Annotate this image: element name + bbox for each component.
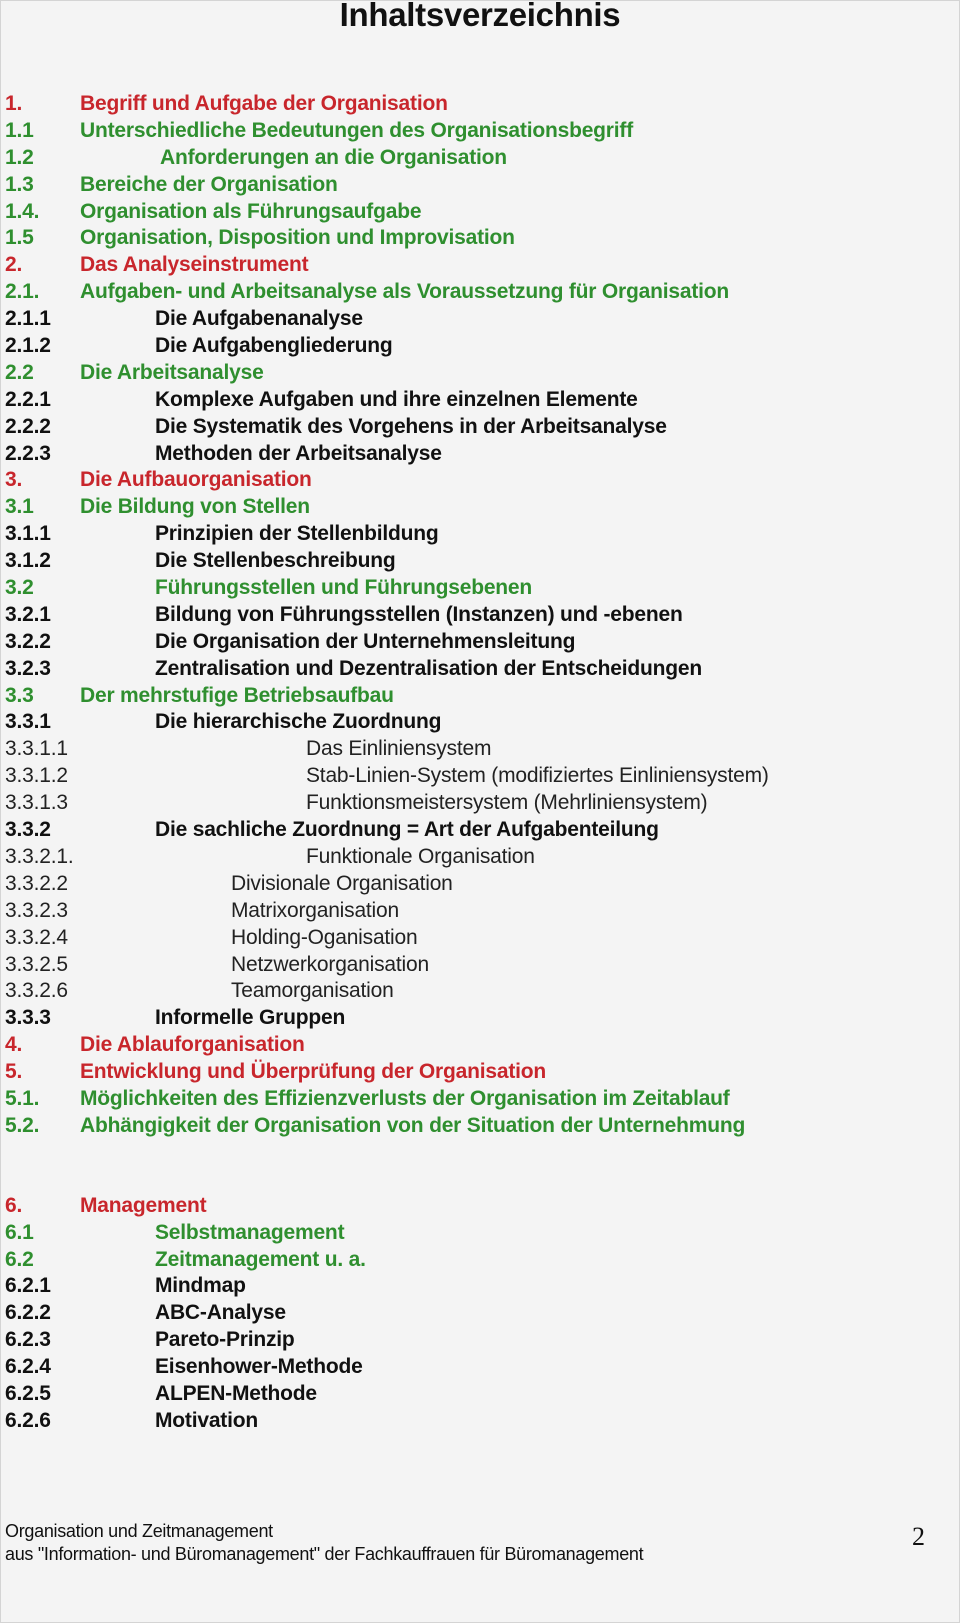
toc-entry-title: Matrixorganisation <box>231 898 399 922</box>
toc-entry-number: 2.2.3 <box>5 441 51 465</box>
footer-source: aus "Information- und Büromanagement" der Fachkauffrauen für Büromanagement <box>5 1544 644 1564</box>
toc-entry-number: 3.1.2 <box>5 549 51 573</box>
toc-entry <box>0 1086 960 1113</box>
toc-entry-title: Die Ablauforganisation <box>80 1033 305 1057</box>
toc-entry-number: 2.2.2 <box>5 414 51 438</box>
toc-entry-number: 3.1 <box>5 495 34 519</box>
toc-entry-title: Anforderungen an die Organisation <box>160 145 507 169</box>
toc-entry-title: Die sachliche Zuordnung = Art der Aufgabenteilung <box>155 818 659 842</box>
toc-entry-number: 1.1 <box>5 118 34 142</box>
toc-entry-title: Funktionale Organisation <box>306 844 535 868</box>
toc-entry-title: Netzwerkorganisation <box>231 952 429 976</box>
toc-entry-number: 3.3.2.1. <box>5 844 74 868</box>
toc-entry-title: Entwicklung und Überprüfung der Organisation <box>80 1060 547 1084</box>
toc-entry <box>0 225 960 252</box>
toc-entry-number: 3.3.1 <box>5 710 51 734</box>
toc-entry <box>0 1032 960 1059</box>
toc-entry <box>0 709 960 736</box>
toc-entry <box>0 575 960 602</box>
toc-entry <box>0 467 960 494</box>
toc-entry-number: 3.3.1.3 <box>5 791 68 815</box>
toc-entry-title: Aufgaben- und Arbeitsanalyse als Voraussetzung für Organisation <box>80 280 730 304</box>
toc-entry-number: 1.5 <box>5 226 34 250</box>
toc-entry-title: Organisation als Führungsaufgabe <box>80 199 422 223</box>
page-number: 2 <box>912 1522 925 1551</box>
toc-entry <box>0 441 960 468</box>
toc-entry-title: Die hierarchische Zuordnung <box>155 710 442 734</box>
toc-entry-number: 2.1. <box>5 280 40 304</box>
footer-title: Organisation und Zeitmanagement <box>5 1521 273 1541</box>
toc-entry <box>0 118 960 145</box>
toc-entry <box>0 1381 960 1408</box>
toc-entry <box>0 91 960 118</box>
toc-entry-title: Zentralisation und Dezentralisation der Entscheidungen <box>155 656 702 680</box>
toc-entry-title: Selbstmanagement <box>155 1220 345 1244</box>
toc-entry <box>0 1354 960 1381</box>
toc-entry-number: 2.1.2 <box>5 334 51 358</box>
toc-entry-title: Funktionsmeistersystem (Mehrliniensystem) <box>306 791 708 815</box>
toc-entry-title: Die Arbeitsanalyse <box>80 360 264 384</box>
toc-entry-number: 2. <box>5 253 23 277</box>
toc-entry-number: 1.3 <box>5 172 34 196</box>
toc-entry <box>0 1005 960 1032</box>
toc-entry-title: ALPEN-Methode <box>155 1381 317 1405</box>
toc-entry <box>0 844 960 871</box>
toc-entry <box>0 1273 960 1300</box>
toc-entry-number: 6.2.4 <box>5 1355 51 1379</box>
toc-entry <box>0 521 960 548</box>
toc-entry <box>0 333 960 360</box>
toc-entry-number: 3.3.2.6 <box>5 979 68 1003</box>
toc-entry-title: Die Stellenbeschreibung <box>155 549 396 573</box>
toc-entry-number: 6.2.5 <box>5 1381 51 1405</box>
toc-entry-title: Eisenhower-Methode <box>155 1355 363 1379</box>
toc-entry-title: Divisionale Organisation <box>231 871 453 895</box>
toc-entry-number: 4. <box>5 1033 23 1057</box>
toc-entry-title: Die Aufgabenanalyse <box>155 307 363 331</box>
toc-entry <box>0 1247 960 1274</box>
toc-entry-title: Bereiche der Organisation <box>80 172 338 196</box>
toc-entry-title: Die Organisation der Unternehmensleitung <box>155 629 576 653</box>
toc-entry-number: 3.2.3 <box>5 656 51 680</box>
toc-entry-title: Management <box>80 1193 207 1217</box>
toc-entry-number: 3.3.2.5 <box>5 952 68 976</box>
toc-entry-number: 3.3.2.2 <box>5 871 68 895</box>
toc-entry <box>0 602 960 629</box>
toc-entry-title: Unterschiedliche Bedeutungen des Organisationsbegriff <box>80 118 633 142</box>
toc-entry <box>0 199 960 226</box>
toc-entry <box>0 763 960 790</box>
toc-entry <box>0 494 960 521</box>
toc-entry-title: Methoden der Arbeitsanalyse <box>155 441 442 465</box>
toc-entry-title: Zeitmanagement u. a. <box>155 1247 366 1271</box>
toc-entry <box>0 1220 960 1247</box>
toc-entry-number: 3.2.1 <box>5 602 51 626</box>
toc-entry <box>0 172 960 199</box>
toc-entry-title: Informelle Gruppen <box>155 1006 346 1030</box>
toc-entry <box>0 817 960 844</box>
toc-entry-title: Teamorganisation <box>231 979 394 1003</box>
toc-entry <box>0 1059 960 1086</box>
toc-entry-number: 2.2 <box>5 360 34 384</box>
toc-entry-number: 3.3.1.1 <box>5 737 68 761</box>
toc-entry <box>0 360 960 387</box>
toc-entry-number: 2.1.1 <box>5 307 51 331</box>
toc-entry-number: 3.3.2 <box>5 818 51 842</box>
toc-entry-number: 6.2.3 <box>5 1328 51 1352</box>
page-title: Inhaltsverzeichnis <box>339 0 621 33</box>
toc-entry <box>0 871 960 898</box>
toc-entry-title: Begriff und Aufgabe der Organisation <box>80 92 448 115</box>
toc-entry-number: 1.4. <box>5 199 40 223</box>
toc-entry-number: 6. <box>5 1193 23 1217</box>
toc-entry-title: Stab-Linien-System (modifiziertes Einliniensystem) <box>306 764 769 788</box>
toc-entry <box>0 952 960 979</box>
toc-entry-title: Möglichkeiten des Effizienzverlusts der Organisation im Zeitablauf <box>80 1086 730 1110</box>
toc-entry-title: Holding-Oganisation <box>231 925 418 949</box>
toc-entry-number: 2.2.1 <box>5 387 51 411</box>
toc-entry-number: 3.2.2 <box>5 629 51 653</box>
toc-entry <box>0 1300 960 1327</box>
toc-entry <box>0 790 960 817</box>
toc-entry-title: Motivation <box>155 1408 258 1432</box>
table-of-contents <box>0 91 960 1435</box>
toc-entry <box>0 683 960 710</box>
toc-entry-number: 3. <box>5 468 23 492</box>
toc-entry-title: Das Analyseinstrument <box>80 253 309 277</box>
toc-entry-number: 3.1.1 <box>5 522 51 546</box>
toc-entry-number: 3.3 <box>5 683 34 707</box>
toc-entry-number: 3.3.2.3 <box>5 898 68 922</box>
toc-entry-title: ABC-Analyse <box>155 1301 286 1325</box>
toc-entry-number: 5.1. <box>5 1086 40 1110</box>
toc-entry <box>0 252 960 279</box>
toc-entry-title: Das Einliniensystem <box>306 737 492 761</box>
toc-entry-title: Komplexe Aufgaben und ihre einzelnen Elemente <box>155 387 638 411</box>
toc-entry <box>0 145 960 172</box>
toc-entry <box>0 1327 960 1354</box>
toc-entry <box>0 736 960 763</box>
toc-entry <box>0 387 960 414</box>
toc-entry-number: 6.2.2 <box>5 1301 51 1325</box>
toc-entry-number: 6.2.6 <box>5 1408 51 1432</box>
toc-entry-number: 3.2 <box>5 576 34 600</box>
toc-entry-title: Führungsstellen und Führungsebenen <box>155 576 533 600</box>
toc-entry-title: Mindmap <box>155 1274 246 1298</box>
toc-entry-number: 6.1 <box>5 1220 34 1244</box>
toc-entry-title: Prinzipien der Stellenbildung <box>155 522 439 546</box>
toc-entry-title: Die Aufbauorganisation <box>80 468 312 492</box>
toc-entry-number: 1. <box>5 92 23 115</box>
toc-entry <box>0 1408 960 1435</box>
toc-entry-number: 3.3.3 <box>5 1006 51 1030</box>
toc-entry-title: Die Aufgabengliederung <box>155 334 393 358</box>
toc-entry-number: 6.2.1 <box>5 1274 51 1298</box>
toc-entry-title: Pareto-Prinzip <box>155 1328 295 1352</box>
toc-entry-number: 5.2. <box>5 1113 40 1137</box>
toc-entry <box>0 414 960 441</box>
toc-entry <box>0 306 960 333</box>
toc-entry-title: Bildung von Führungsstellen (Instanzen) und -ebenen <box>155 602 683 626</box>
toc-entry <box>0 548 960 575</box>
toc-entry <box>0 279 960 306</box>
toc-entry <box>0 925 960 952</box>
toc-entry-title: Der mehrstufige Betriebsaufbau <box>80 683 394 707</box>
toc-entry <box>0 978 960 1005</box>
toc-entry-title: Die Bildung von Stellen <box>80 495 310 519</box>
toc-entry <box>0 629 960 656</box>
toc-entry-title: Die Systematik des Vorgehens in der Arbeitsanalyse <box>155 414 667 438</box>
toc-entry-number: 5. <box>5 1060 23 1084</box>
toc-entry-title: Organisation, Disposition und Improvisation <box>80 226 515 250</box>
toc-entry-number: 3.3.2.4 <box>5 925 68 949</box>
toc-entry <box>0 1113 960 1140</box>
toc-entry <box>0 1193 960 1220</box>
toc-entry <box>0 898 960 925</box>
toc-entry <box>0 656 960 683</box>
toc-entry-number: 3.3.1.2 <box>5 764 68 788</box>
toc-entry-title: Abhängigkeit der Organisation von der Situation der Unternehmung <box>80 1113 746 1137</box>
toc-entry-number: 1.2 <box>5 145 34 169</box>
toc-entry-number: 6.2 <box>5 1247 34 1271</box>
